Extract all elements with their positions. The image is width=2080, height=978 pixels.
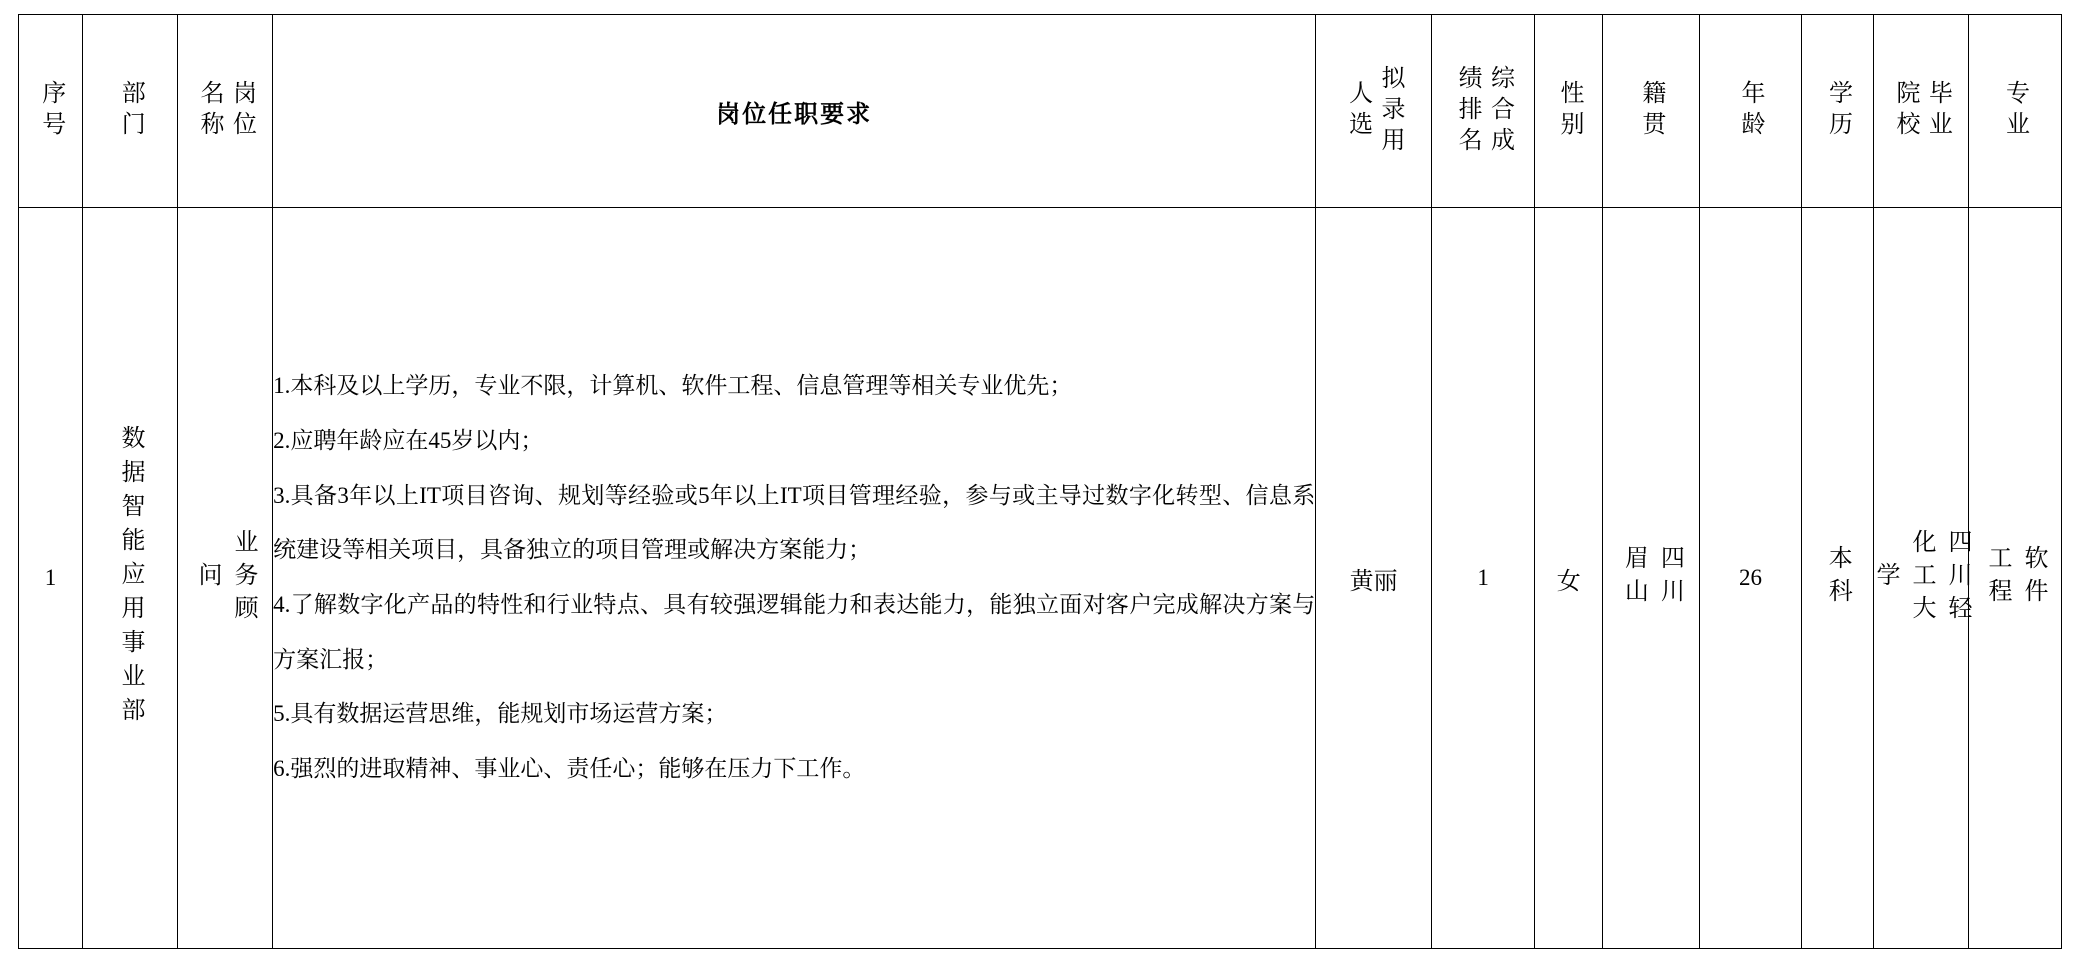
column-header-education [1801,15,1873,208]
column-header-requirements-label: 岗位任职要求 [716,101,873,128]
cell-gender: 女 [1535,208,1603,949]
column-header-department [83,15,178,208]
column-header-position [178,15,273,208]
table-header-row [19,15,2062,208]
cell-rank: 1 [1431,208,1534,949]
cell-major-text: 软件工程 [1983,545,2046,611]
requirement-item: 3.具备3年以上IT项目咨询、规划等经验或5年以上IT项目管理经验，参与或主导过数字化转型、信息系统建设等相关项目，具备独立的项目管理或解决方案能力； [273,482,1316,563]
column-header-hometown [1603,15,1700,208]
column-header-gender [1535,15,1603,208]
column-header-seq-label: 序号 [37,80,64,142]
cell-school [1873,208,1968,949]
cell-position [178,208,273,949]
requirement-item: 4.了解数字化产品的特性和行业特点、具有较强逻辑能力和表达能力，能独立面对客户完成解决方案与方案汇报； [273,592,1316,672]
column-header-major-label: 专业 [2001,80,2028,142]
requirement-item: 5.具有数据运营思维，能规划市场运营方案； [273,701,728,727]
column-header-education-label: 学历 [1824,80,1851,142]
column-header-gender-label: 性别 [1555,80,1582,142]
cell-hometown [1603,208,1700,949]
requirement-item: 6.强烈的进取精神、事业心、责任心；能够在压力下工作。 [273,756,866,782]
table-row [19,208,2062,949]
column-header-requirements [273,15,1316,208]
column-header-hometown-label: 籍贯 [1637,80,1664,142]
column-header-age [1700,15,1801,208]
column-header-major [1968,15,2061,208]
column-header-candidate [1316,15,1432,208]
column-header-seq [19,15,83,208]
column-header-department-label: 部门 [117,80,144,142]
cell-seq: 1 [19,208,83,949]
recruitment-table [18,14,2062,949]
column-header-rank-label: 综合成绩排名 [1454,64,1513,158]
cell-education-text: 本科 [1824,545,1851,611]
cell-candidate: 黄丽 [1316,208,1432,949]
cell-age: 26 [1700,208,1801,949]
column-header-school [1873,15,1968,208]
column-header-candidate-label: 拟录用人选 [1344,64,1403,158]
requirement-item: 2.应聘年龄应在45岁以内； [273,427,544,453]
requirement-item: 1.本科及以上学历，专业不限，计算机、软件工程、信息管理等相关专业优先； [273,373,1073,399]
cell-department [83,208,178,949]
cell-hometown-text: 四川眉山 [1620,545,1683,611]
cell-education [1801,208,1873,949]
column-header-school-label: 毕业院校 [1891,80,1951,142]
column-header-rank [1431,15,1534,208]
cell-school-text: 四川轻化工大学 [1871,528,1970,628]
cell-position-text: 业务顾问 [194,528,257,628]
column-header-position-label: 岗位名称 [196,80,255,142]
column-header-age-label: 年龄 [1737,80,1764,142]
cell-requirements [273,208,1316,949]
cell-department-text: 数据智能应用事业部 [117,425,144,731]
cell-major [1968,208,2061,949]
